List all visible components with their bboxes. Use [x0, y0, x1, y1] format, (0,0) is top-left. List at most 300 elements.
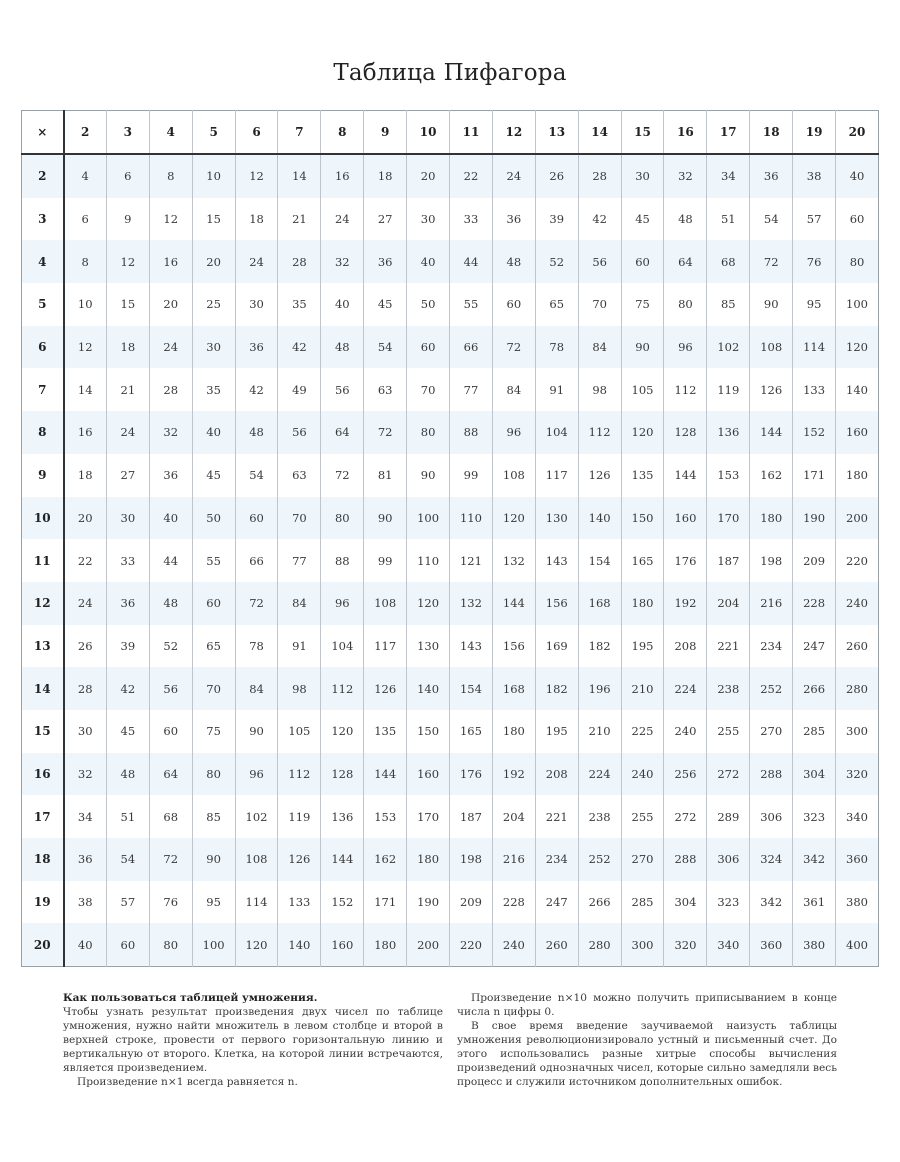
table-cell: 77	[278, 539, 321, 582]
table-cell: 153	[707, 454, 750, 497]
table-cell: 168	[578, 582, 621, 625]
table-cell: 88	[450, 411, 493, 454]
row-header: 15	[22, 710, 64, 753]
row-header: 17	[22, 795, 64, 838]
column-header: 13	[535, 111, 578, 155]
table-cell: 380	[793, 923, 836, 966]
table-cell: 40	[407, 240, 450, 283]
table-cell: 84	[278, 582, 321, 625]
table-cell: 15	[106, 283, 149, 326]
table-cell: 14	[278, 154, 321, 198]
table-cell: 168	[492, 667, 535, 710]
table-cell: 99	[450, 454, 493, 497]
table-cell: 90	[750, 283, 793, 326]
table-cell: 280	[836, 667, 879, 710]
table-cell: 136	[707, 411, 750, 454]
table-cell: 105	[621, 368, 664, 411]
table-cell: 252	[578, 838, 621, 881]
table-cell: 24	[149, 326, 192, 369]
table-cell: 80	[149, 923, 192, 966]
table-cell: 360	[750, 923, 793, 966]
table-cell: 66	[235, 539, 278, 582]
table-cell: 84	[492, 368, 535, 411]
row-header: 13	[22, 625, 64, 668]
table-cell: 72	[235, 582, 278, 625]
table-cell: 68	[707, 240, 750, 283]
table-cell: 105	[278, 710, 321, 753]
table-cell: 117	[535, 454, 578, 497]
table-cell: 255	[707, 710, 750, 753]
table-cell: 27	[364, 198, 407, 241]
table-cell: 98	[578, 368, 621, 411]
notes-heading: Как пользоваться таблицей умножения.	[63, 992, 318, 1004]
table-cell: 55	[450, 283, 493, 326]
table-cell: 22	[450, 154, 493, 198]
table-cell: 42	[578, 198, 621, 241]
table-cell: 247	[793, 625, 836, 668]
notes-paragraph: Произведение n×1 всегда равняется n.	[77, 1076, 298, 1088]
table-cell: 171	[364, 881, 407, 924]
table-cell: 176	[664, 539, 707, 582]
table-cell: 200	[407, 923, 450, 966]
table-cell: 192	[664, 582, 707, 625]
table-cell: 16	[64, 411, 107, 454]
table-cell: 26	[64, 625, 107, 668]
table-cell: 40	[836, 154, 879, 198]
table-cell: 100	[836, 283, 879, 326]
table-cell: 304	[664, 881, 707, 924]
table-cell: 140	[278, 923, 321, 966]
table-cell: 169	[535, 625, 578, 668]
table-cell: 210	[621, 667, 664, 710]
table-cell: 165	[450, 710, 493, 753]
table-cell: 176	[450, 753, 493, 796]
table-cell: 154	[450, 667, 493, 710]
table-cell: 285	[621, 881, 664, 924]
table-cell: 48	[235, 411, 278, 454]
table-cell: 300	[621, 923, 664, 966]
column-header: 7	[278, 111, 321, 155]
table-cell: 24	[492, 154, 535, 198]
table-cell: 80	[836, 240, 879, 283]
table-row	[22, 368, 879, 411]
table-row	[22, 753, 879, 796]
table-cell: 270	[621, 838, 664, 881]
table-cell: 190	[793, 497, 836, 540]
table-cell: 272	[664, 795, 707, 838]
column-header: 12	[492, 111, 535, 155]
table-cell: 96	[235, 753, 278, 796]
table-row	[22, 283, 879, 326]
table-cell: 42	[235, 368, 278, 411]
table-cell: 153	[364, 795, 407, 838]
table-cell: 162	[364, 838, 407, 881]
table-cell: 135	[364, 710, 407, 753]
column-header: 11	[450, 111, 493, 155]
table-cell: 28	[64, 667, 107, 710]
row-header: 12	[22, 582, 64, 625]
column-header: 15	[621, 111, 664, 155]
table-cell: 104	[321, 625, 364, 668]
table-cell: 144	[364, 753, 407, 796]
table-cell: 22	[64, 539, 107, 582]
table-cell: 6	[106, 154, 149, 198]
table-cell: 28	[578, 154, 621, 198]
table-cell: 198	[750, 539, 793, 582]
table-cell: 42	[106, 667, 149, 710]
table-cell: 60	[235, 497, 278, 540]
table-cell: 51	[106, 795, 149, 838]
table-cell: 300	[836, 710, 879, 753]
table-cell: 34	[707, 154, 750, 198]
table-cell: 21	[106, 368, 149, 411]
table-cell: 216	[492, 838, 535, 881]
table-cell: 72	[149, 838, 192, 881]
table-cell: 120	[836, 326, 879, 369]
table-cell: 56	[278, 411, 321, 454]
table-cell: 340	[836, 795, 879, 838]
table-cell: 128	[321, 753, 364, 796]
column-header: 18	[750, 111, 793, 155]
table-cell: 30	[407, 198, 450, 241]
table-cell: 152	[793, 411, 836, 454]
table-cell: 48	[492, 240, 535, 283]
column-header: 19	[793, 111, 836, 155]
table-cell: 126	[750, 368, 793, 411]
multiplication-table	[21, 110, 879, 967]
table-cell: 30	[192, 326, 235, 369]
row-header: 14	[22, 667, 64, 710]
table-cell: 38	[64, 881, 107, 924]
table-cell: 240	[836, 582, 879, 625]
table-cell: 32	[664, 154, 707, 198]
table-cell: 154	[578, 539, 621, 582]
table-cell: 54	[750, 198, 793, 241]
table-cell: 48	[664, 198, 707, 241]
table-row	[22, 667, 879, 710]
table-cell: 60	[407, 326, 450, 369]
table-cell: 340	[707, 923, 750, 966]
column-header: 14	[578, 111, 621, 155]
table-cell: 18	[364, 154, 407, 198]
table-cell: 160	[836, 411, 879, 454]
table-cell: 208	[664, 625, 707, 668]
table-cell: 27	[106, 454, 149, 497]
table-cell: 81	[364, 454, 407, 497]
table-cell: 68	[149, 795, 192, 838]
table-cell: 60	[106, 923, 149, 966]
table-cell: 140	[407, 667, 450, 710]
row-header: 6	[22, 326, 64, 369]
table-cell: 78	[535, 326, 578, 369]
table-cell: 65	[192, 625, 235, 668]
table-cell: 36	[364, 240, 407, 283]
table-cell: 152	[321, 881, 364, 924]
table-cell: 48	[106, 753, 149, 796]
page-title: Таблица Пифагора	[333, 60, 567, 86]
row-header: 18	[22, 838, 64, 881]
column-header: 10	[407, 111, 450, 155]
table-cell: 240	[664, 710, 707, 753]
table-cell: 216	[750, 582, 793, 625]
notes-right-column	[457, 991, 837, 1089]
table-cell: 180	[492, 710, 535, 753]
table-cell: 126	[578, 454, 621, 497]
table-cell: 4	[64, 154, 107, 198]
table-cell: 240	[492, 923, 535, 966]
table-cell: 112	[278, 753, 321, 796]
table-cell: 288	[750, 753, 793, 796]
table-cell: 30	[621, 154, 664, 198]
table-cell: 32	[64, 753, 107, 796]
table-row	[22, 881, 879, 924]
table-cell: 304	[793, 753, 836, 796]
table-cell: 15	[192, 198, 235, 241]
table-cell: 182	[535, 667, 578, 710]
table-cell: 266	[793, 667, 836, 710]
column-header: 16	[664, 111, 707, 155]
table-cell: 342	[750, 881, 793, 924]
table-cell: 180	[364, 923, 407, 966]
table-cell: 285	[793, 710, 836, 753]
table-cell: 228	[793, 582, 836, 625]
table-cell: 187	[450, 795, 493, 838]
table-cell: 45	[192, 454, 235, 497]
table-cell: 238	[707, 667, 750, 710]
table-cell: 224	[578, 753, 621, 796]
table-cell: 40	[321, 283, 364, 326]
table-cell: 9	[106, 198, 149, 241]
column-header: 4	[149, 111, 192, 155]
table-cell: 108	[750, 326, 793, 369]
table-cell: 160	[664, 497, 707, 540]
table-cell: 170	[407, 795, 450, 838]
table-cell: 45	[621, 198, 664, 241]
table-cell: 84	[578, 326, 621, 369]
table-cell: 54	[235, 454, 278, 497]
table-cell: 45	[106, 710, 149, 753]
table-cell: 21	[278, 198, 321, 241]
table-cell: 170	[707, 497, 750, 540]
table-cell: 56	[578, 240, 621, 283]
table-cell: 39	[535, 198, 578, 241]
table-row	[22, 454, 879, 497]
table-cell: 30	[106, 497, 149, 540]
table-cell: 36	[492, 198, 535, 241]
table-cell: 72	[321, 454, 364, 497]
table-cell: 135	[621, 454, 664, 497]
table-cell: 221	[535, 795, 578, 838]
table-cell: 130	[407, 625, 450, 668]
column-header: 17	[707, 111, 750, 155]
table-row	[22, 795, 879, 838]
table-cell: 100	[407, 497, 450, 540]
table-cell: 24	[235, 240, 278, 283]
table-cell: 50	[407, 283, 450, 326]
table-cell: 90	[621, 326, 664, 369]
table-cell: 45	[364, 283, 407, 326]
table-cell: 121	[450, 539, 493, 582]
table-cell: 95	[793, 283, 836, 326]
table-cell: 260	[836, 625, 879, 668]
row-header: 5	[22, 283, 64, 326]
table-cell: 143	[450, 625, 493, 668]
table-cell: 96	[321, 582, 364, 625]
table-body	[22, 154, 879, 967]
table-row	[22, 838, 879, 881]
table-cell: 36	[750, 154, 793, 198]
table-cell: 60	[621, 240, 664, 283]
table-cell: 32	[149, 411, 192, 454]
table-cell: 96	[492, 411, 535, 454]
table-cell: 26	[535, 154, 578, 198]
table-cell: 112	[578, 411, 621, 454]
table-cell: 70	[407, 368, 450, 411]
table-cell: 44	[149, 539, 192, 582]
table-cell: 24	[106, 411, 149, 454]
table-cell: 220	[836, 539, 879, 582]
table-cell: 247	[535, 881, 578, 924]
row-header: 16	[22, 753, 64, 796]
table-cell: 32	[321, 240, 364, 283]
table-cell: 12	[149, 198, 192, 241]
table-cell: 180	[621, 582, 664, 625]
table-cell: 108	[492, 454, 535, 497]
table-cell: 114	[793, 326, 836, 369]
table-cell: 90	[407, 454, 450, 497]
column-header: 2	[64, 111, 107, 155]
table-cell: 117	[364, 625, 407, 668]
table-cell: 108	[364, 582, 407, 625]
table-cell: 14	[64, 368, 107, 411]
table-cell: 54	[364, 326, 407, 369]
table-cell: 63	[278, 454, 321, 497]
table-cell: 20	[64, 497, 107, 540]
table-cell: 80	[321, 497, 364, 540]
table-cell: 140	[836, 368, 879, 411]
table-cell: 256	[664, 753, 707, 796]
table-cell: 150	[621, 497, 664, 540]
table-cell: 49	[278, 368, 321, 411]
table-cell: 20	[192, 240, 235, 283]
table-cell: 234	[750, 625, 793, 668]
table-cell: 91	[535, 368, 578, 411]
table-cell: 52	[535, 240, 578, 283]
table-cell: 221	[707, 625, 750, 668]
table-cell: 70	[578, 283, 621, 326]
table-row	[22, 625, 879, 668]
table-cell: 20	[407, 154, 450, 198]
table-cell: 280	[578, 923, 621, 966]
table-cell: 40	[64, 923, 107, 966]
table-row	[22, 582, 879, 625]
row-header: 20	[22, 923, 64, 966]
table-cell: 323	[793, 795, 836, 838]
table-cell: 84	[235, 667, 278, 710]
table-cell: 108	[235, 838, 278, 881]
table-cell: 238	[578, 795, 621, 838]
table-cell: 112	[664, 368, 707, 411]
table-cell: 30	[64, 710, 107, 753]
table-cell: 88	[321, 539, 364, 582]
row-header: 9	[22, 454, 64, 497]
table-row	[22, 923, 879, 966]
table-cell: 60	[192, 582, 235, 625]
table-cell: 80	[192, 753, 235, 796]
row-header: 7	[22, 368, 64, 411]
table-cell: 119	[278, 795, 321, 838]
notes-left-column	[63, 991, 443, 1089]
table-cell: 36	[149, 454, 192, 497]
table-row	[22, 539, 879, 582]
table-cell: 240	[621, 753, 664, 796]
table-cell: 44	[450, 240, 493, 283]
table-cell: 182	[578, 625, 621, 668]
column-header: 3	[106, 111, 149, 155]
table-row	[22, 411, 879, 454]
table-cell: 72	[750, 240, 793, 283]
table-cell: 72	[492, 326, 535, 369]
table-cell: 120	[321, 710, 364, 753]
table-cell: 90	[192, 838, 235, 881]
table-cell: 270	[750, 710, 793, 753]
table-cell: 18	[235, 198, 278, 241]
table-cell: 80	[407, 411, 450, 454]
table-cell: 98	[278, 667, 321, 710]
table-cell: 204	[492, 795, 535, 838]
table-cell: 28	[278, 240, 321, 283]
table-cell: 380	[836, 881, 879, 924]
table-cell: 180	[750, 497, 793, 540]
table-cell: 70	[278, 497, 321, 540]
table-cell: 30	[235, 283, 278, 326]
table-cell: 192	[492, 753, 535, 796]
table-cell: 110	[407, 539, 450, 582]
table-cell: 70	[192, 667, 235, 710]
table-cell: 209	[793, 539, 836, 582]
table-cell: 209	[450, 881, 493, 924]
table-cell: 55	[192, 539, 235, 582]
table-cell: 66	[450, 326, 493, 369]
table-cell: 57	[793, 198, 836, 241]
row-header: 10	[22, 497, 64, 540]
table-cell: 63	[364, 368, 407, 411]
table-cell: 85	[707, 283, 750, 326]
table-cell: 144	[492, 582, 535, 625]
table-cell: 324	[750, 838, 793, 881]
table-cell: 64	[664, 240, 707, 283]
column-header: 6	[235, 111, 278, 155]
table-cell: 228	[492, 881, 535, 924]
table-row	[22, 710, 879, 753]
table-cell: 95	[192, 881, 235, 924]
table-cell: 160	[407, 753, 450, 796]
row-header: 8	[22, 411, 64, 454]
table-cell: 255	[621, 795, 664, 838]
table-cell: 16	[321, 154, 364, 198]
table-cell: 48	[321, 326, 364, 369]
row-header: 11	[22, 539, 64, 582]
table-cell: 48	[149, 582, 192, 625]
table-cell: 60	[492, 283, 535, 326]
table-cell: 114	[235, 881, 278, 924]
table-cell: 150	[407, 710, 450, 753]
table-cell: 40	[149, 497, 192, 540]
table-cell: 187	[707, 539, 750, 582]
table-cell: 190	[407, 881, 450, 924]
table-cell: 288	[664, 838, 707, 881]
table-cell: 36	[235, 326, 278, 369]
